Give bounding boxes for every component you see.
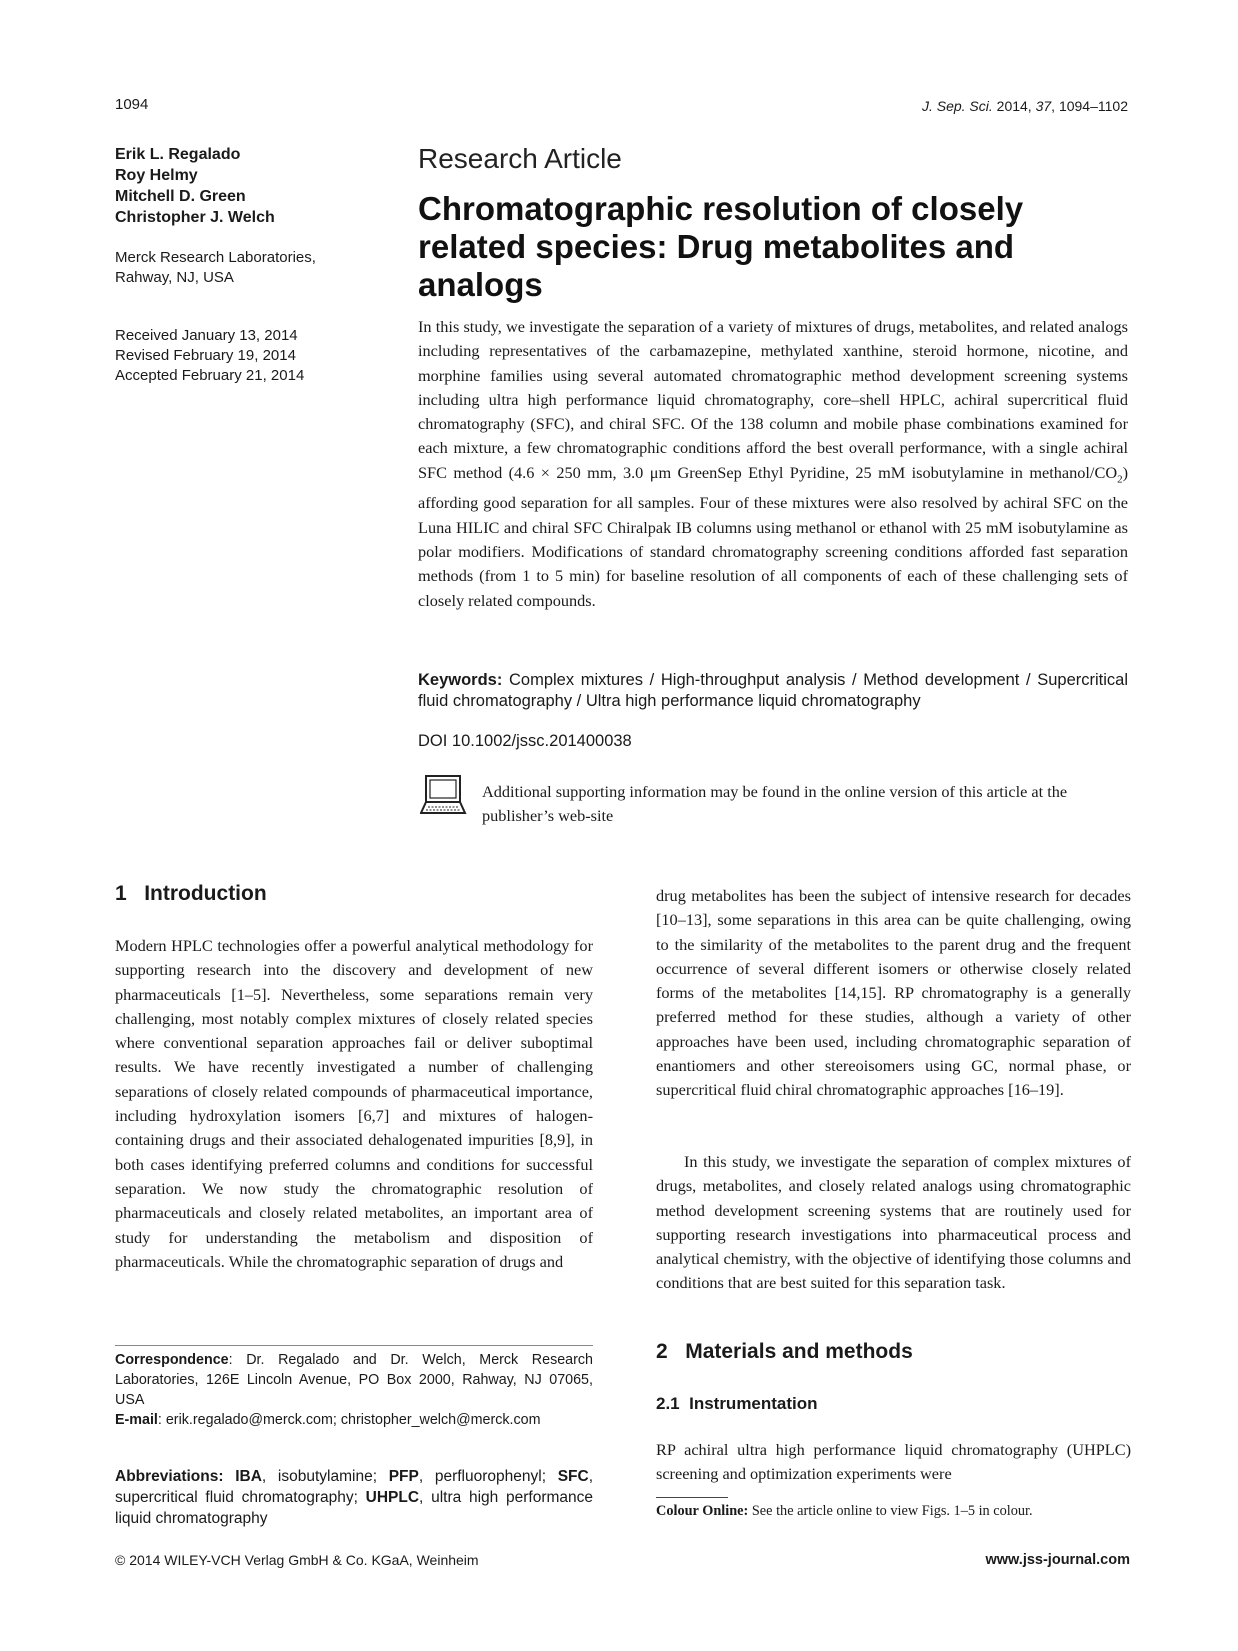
page-number: 1094	[115, 96, 149, 113]
keywords	[418, 670, 1128, 711]
revised-date: Revised February 19, 2014	[115, 347, 296, 364]
abbreviation-definition: , isobutylamine;	[261, 1468, 389, 1485]
doi[interactable]: DOI 10.1002/jssc.201400038	[418, 732, 632, 750]
email-addresses[interactable]: : erik.regalado@merck.com; christopher_welch@merck.com	[157, 1412, 541, 1428]
author-list	[115, 144, 375, 228]
colour-online-text: See the article online to view Figs. 1–5 in colour.	[748, 1503, 1033, 1519]
author: Roy Helmy	[115, 167, 198, 184]
copyright-notice: © 2014 WILEY-VCH Verlag GmbH & Co. KGaA, Weinheim	[115, 1552, 479, 1568]
subsection-number: 2.1	[656, 1394, 680, 1413]
footnote-divider	[115, 1345, 593, 1346]
abstract-text: In this study, we investigate the separation of a variety of mixtures of drugs, metabolites, and related analogs including representatives of the carbamazepine, methylated xanthine, steroid hormone, nicotine, and morphine families using several automated chromatographic method development screening systems including ultra high performance liquid chromatography, core–shell HPLC, achiral supercritical fluid chromatography (SFC), and chiral SFC. Of the 138 column and mobile phase combinations examined for each mixture, a few chromatographic conditions afford the best overall performance, with a single achiral SFC method (4.6 × 250 mm, 3.0 μm GreenSep Ethyl Pyridine, 25 mM isobutylamine in methanol/CO	[418, 317, 1128, 482]
abbreviation-term: IBA	[235, 1468, 262, 1485]
abstract-subscript: 2	[1117, 473, 1123, 486]
abbreviation-definition: , supercritical fluid chromatography;	[115, 1468, 594, 1506]
author: Mitchell D. Green	[115, 188, 246, 205]
correspondence-label: Correspondence	[115, 1352, 229, 1368]
abbreviation-definition: , ultra high performance liquid chromatography	[115, 1489, 594, 1527]
section-number: 2	[656, 1340, 668, 1363]
abbreviations-label: Abbreviations:	[115, 1468, 224, 1485]
subsection-heading-instrumentation	[656, 1394, 818, 1414]
abbreviation-term: UHPLC	[365, 1489, 420, 1506]
introduction-paragraph: drug metabolites has been the subject of intensive research for decades [10–13], some separations in this area can be quite challenging, owing to the similarity of the metabolites to the parent drug and the frequent occurrence of several different isomers or otherwise closely related forms of the metabolites [14,15]. RP chromatography is a generally preferred method for these studies, although a variety of other approaches have been used, including chromatographic separation of enantiomers and other stereoisomers using GC, normal phase, or supercritical fluid chiral chromatographic approaches [16–19].	[656, 886, 1131, 1100]
introduction-paragraph: In this study, we investigate the separation of complex mixtures of drugs, metabolites, and closely related analogs using chromatographic method development screening systems that are routinely used for supporting research investigations into pharmaceutical process and analytical chemistry, with the objective of identifying those columns and conditions that are best suited for this separation task.	[656, 1152, 1131, 1293]
received-date: Received January 13, 2014	[115, 327, 298, 344]
accepted-date: Accepted February 21, 2014	[115, 367, 305, 384]
journal-reference: J. Sep. Sci. 2014, 37, 1094–1102	[921, 98, 1128, 114]
colour-online-label: Colour Online:	[656, 1503, 749, 1519]
abbreviations-note	[115, 1466, 593, 1529]
section-title: Introduction	[144, 882, 267, 905]
abstract	[418, 315, 1128, 613]
subsection-title: Instrumentation	[689, 1394, 818, 1413]
keywords-list: Complex mixtures / High-throughput analysis / Method development / Supercritical fluid chromatography / Ultra high performance liquid chromatography	[418, 671, 1128, 710]
journal-website-link[interactable]: www.jss-journal.com	[985, 1552, 1130, 1568]
affiliation-line: Merck Research Laboratories,	[115, 249, 316, 266]
section-heading-methods	[656, 1340, 913, 1364]
section-heading-introduction	[115, 882, 267, 906]
abbreviation-term: PFP	[388, 1468, 419, 1485]
correspondence-note	[115, 1350, 593, 1430]
methods-paragraph: RP achiral ultra high performance liquid chromatography (UHPLC) screening and optimization experiments were	[656, 1440, 1131, 1484]
affiliation	[115, 248, 375, 288]
affiliation-line: Rahway, NJ, USA	[115, 269, 234, 286]
supporting-info-note: Additional supporting information may be found in the online version of this article at the publisher’s web-site	[482, 782, 1068, 825]
introduction-paragraph: Modern HPLC technologies offer a powerful analytical methodology for supporting research into the discovery and development of new pharmaceuticals [1–5]. Nevertheless, some separations remain very challenging, most notably complex mixtures of closely related species where conventional separation approaches fail or deliver suboptimal results. We have recently investigated a number of challenging separations of closely related compounds of pharmaceutical importance, including hydroxylation isomers [6,7] and mixtures of halogen-containing drugs and their associated dehalogenated impurities [8,9], in both cases identifying preferred columns and conditions for successful separation. We now study the chromatographic resolution of pharmaceuticals and closely related metabolites, an important area of study for understanding the metabolism and disposition of pharmaceuticals. While the chromatographic separation of drugs and	[115, 936, 593, 1271]
article-history	[115, 326, 375, 386]
section-number: 1	[115, 882, 127, 905]
keywords-label: Keywords:	[418, 671, 503, 689]
article-title: Chromatographic resolution of closely related species: Drug metabolites and analogs	[418, 190, 1024, 303]
email-label: E-mail	[115, 1412, 158, 1428]
footnote-divider	[656, 1497, 728, 1498]
article-type: Research Article	[418, 143, 622, 174]
abbreviation-definition: , perfluorophenyl;	[418, 1468, 558, 1485]
correspondence-address: : Dr. Regalado and Dr. Welch, Merck Research Laboratories, 126E Lincoln Avenue, PO Box 2000, Rahway, NJ 07065, USA	[115, 1352, 593, 1408]
abbreviation-term: SFC	[557, 1468, 589, 1485]
section-title: Materials and methods	[685, 1340, 913, 1363]
abstract-text-continued: ) affording good separation for all samples. Four of these mixtures were also resolved by achiral SFC on the Luna HILIC and chiral SFC Chiralpak IB columns using methanol or ethanol with 25 mM isobutylamine as polar modifiers. Modifications of standard chromatography screening conditions afforded fast separation methods (from 1 to 5 min) for baseline resolution of all components of each of these challenging sets of closely related compounds.	[418, 462, 1128, 610]
colour-online-note	[656, 1503, 1033, 1520]
author: Christopher J. Welch	[115, 209, 275, 226]
computer-icon	[420, 774, 468, 818]
author: Erik L. Regalado	[115, 146, 241, 163]
